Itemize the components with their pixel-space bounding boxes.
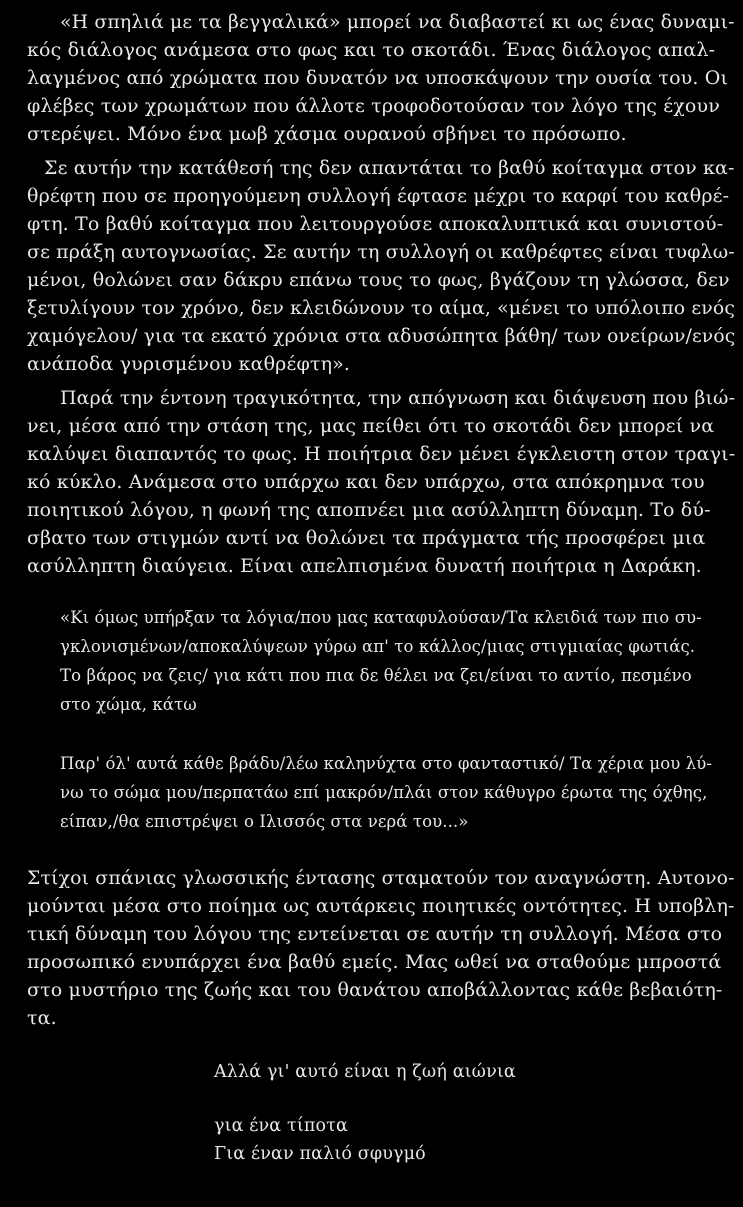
text-line: χαμόγελου/ για τα εκατό χρόνια στα αδυσώπητα βάθη/ των ονείρων/ενός [27, 325, 736, 347]
text-line: θρέφτη που σε προηγούμενη συλλογή έφτασε μέχρι το καρφί του καθρέ- [27, 185, 730, 207]
quote-line: Παρ' όλ' αυτά κάθε βράδυ/λέω καληνύχτα στο φανταστικό/ Τα χέρια μου λύ- [60, 754, 713, 773]
quote-line: γκλονισμένων/αποκαλύψεων γύρω απ' το κάλλος/μιας στιγμιαίας φωτιάς. [60, 637, 696, 656]
text-line: καλύψει διαπαντός το φως. Η ποιήτρια δεν μένει έγκλειστη στον τραγι- [27, 443, 736, 465]
text-line: σβατο των στιγμών αντί να θολώνει τα πράγματα τής προσφέρει μια [27, 527, 706, 549]
text-line: ξετυλίγουν τον χρόνο, δεν κλειδώνουν το αίμα, «μένει το υπόλοιπο ενός [27, 297, 736, 319]
text-line: τα. [27, 1007, 57, 1029]
text-line: φλέβες των χρωμάτων που άλλοτε τροφοδοτούσαν τον λόγο της έχουν [27, 95, 720, 117]
quote-line: «Κι όμως υπήρξαν τα λόγια/που μας καταφυλούσαν/Τα κλειδιά των πιο συ- [60, 608, 702, 627]
text-line: «Η σπηλιά με τα βεγγαλικά» μπορεί να διαβαστεί κι ως ένας δυναμι- [60, 11, 735, 33]
text-line: μούνται μέσα στο ποίημα ως αυτάρκεις ποιητικές οντότητες. Η υποβλη- [27, 895, 735, 917]
text-line: Παρά την έντονη τραγικότητα, την απόγνωση και διάψευση που βιώ- [60, 387, 736, 409]
text-line: στο μυστήριο της ζωής και του θανάτου αποβάλλοντας κάθε βεβαιότη- [27, 979, 723, 1001]
text-line: τική δύναμη του λόγου της εντείνεται σε αυτήν τη συλλογή. Μέσα στο [27, 923, 723, 945]
text-line: ποιητικού λόγου, η φωνή της αποπνέει μια ασύλληπτη δύναμη. Το δύ- [27, 499, 711, 521]
text-line: κός διάλογος ανάμεσα στο φως και το σκοτάδι. Ένας διάλογος απαλ- [27, 39, 716, 61]
text-line: μένοι, θολώνει σαν δάκρυ επάνω τους το φως, βγάζουν τη γλώσσα, δεν [27, 269, 730, 291]
text-line: προσωπικό ενυπάρχει ένα βαθύ εμείς. Μας ωθεί να σταθούμε μπροστά [27, 951, 722, 973]
text-line: λαγμένος από χρώματα που δυνατόν να υποσκάψουν την ουσία του. Οι [27, 67, 729, 89]
quote-line: νω το σώμα μου/περπατάω επί μακρόν/πλάι στον κάθυγρο έρωτα της όχθης, [60, 783, 708, 802]
text-line: φτη. Το βαθύ κοίταγμα που λειτουργούσε αποκαλυπτικά και συνιστού- [27, 213, 724, 235]
quote-line: είπαν,/θα επιστρέψει ο Ιλισσός στα νερά του...» [60, 812, 469, 831]
text-line: κό κύκλο. Ανάμεσα στο υπάρχω και δεν υπάρχω, στα απόκρημνα του [27, 471, 705, 493]
text-line: ανάποδα γυρισμένου καθρέφτη». [27, 353, 351, 375]
text-line: στερέψει. Μόνο ένα μωβ χάσμα ουρανού σβήνει το πρόσωπο. [27, 123, 627, 145]
verse-line: για ένα τίποτα [214, 1116, 348, 1136]
text-line: Στίχοι σπάνιας γλωσσικής έντασης σταματούν τον αναγνώστη. Αυτονο- [27, 867, 735, 889]
verse-line: Αλλά γι' αυτό είναι η ζωή αιώνια [214, 1062, 516, 1082]
text-line: νει, μέσα από την στάση της, μας πείθει ότι το σκοτάδι δεν μπορεί να [27, 415, 715, 437]
text-line: σε πράξη αυτογνωσίας. Σε αυτήν τη συλλογή οι καθρέφτες είναι τυφλω- [27, 241, 735, 263]
verse-line: Για έναν παλιό σφυγμό [214, 1144, 426, 1164]
text-line: ασύλληπτη διαύγεια. Είναι απελπισμένα δυνατή ποιήτρια η Δαράκη. [27, 555, 702, 577]
text-line: Σε αυτήν την κατάθεσή της δεν απαντάται το βαθύ κοίταγμα στον κα- [44, 157, 735, 179]
quote-line: στο χώμα, κάτω [60, 695, 197, 714]
quote-line: Το βάρος να ζεις/ για κάτι που πια δε θέλει να ζει/είναι το αντίο, πεσμένο [60, 666, 692, 685]
